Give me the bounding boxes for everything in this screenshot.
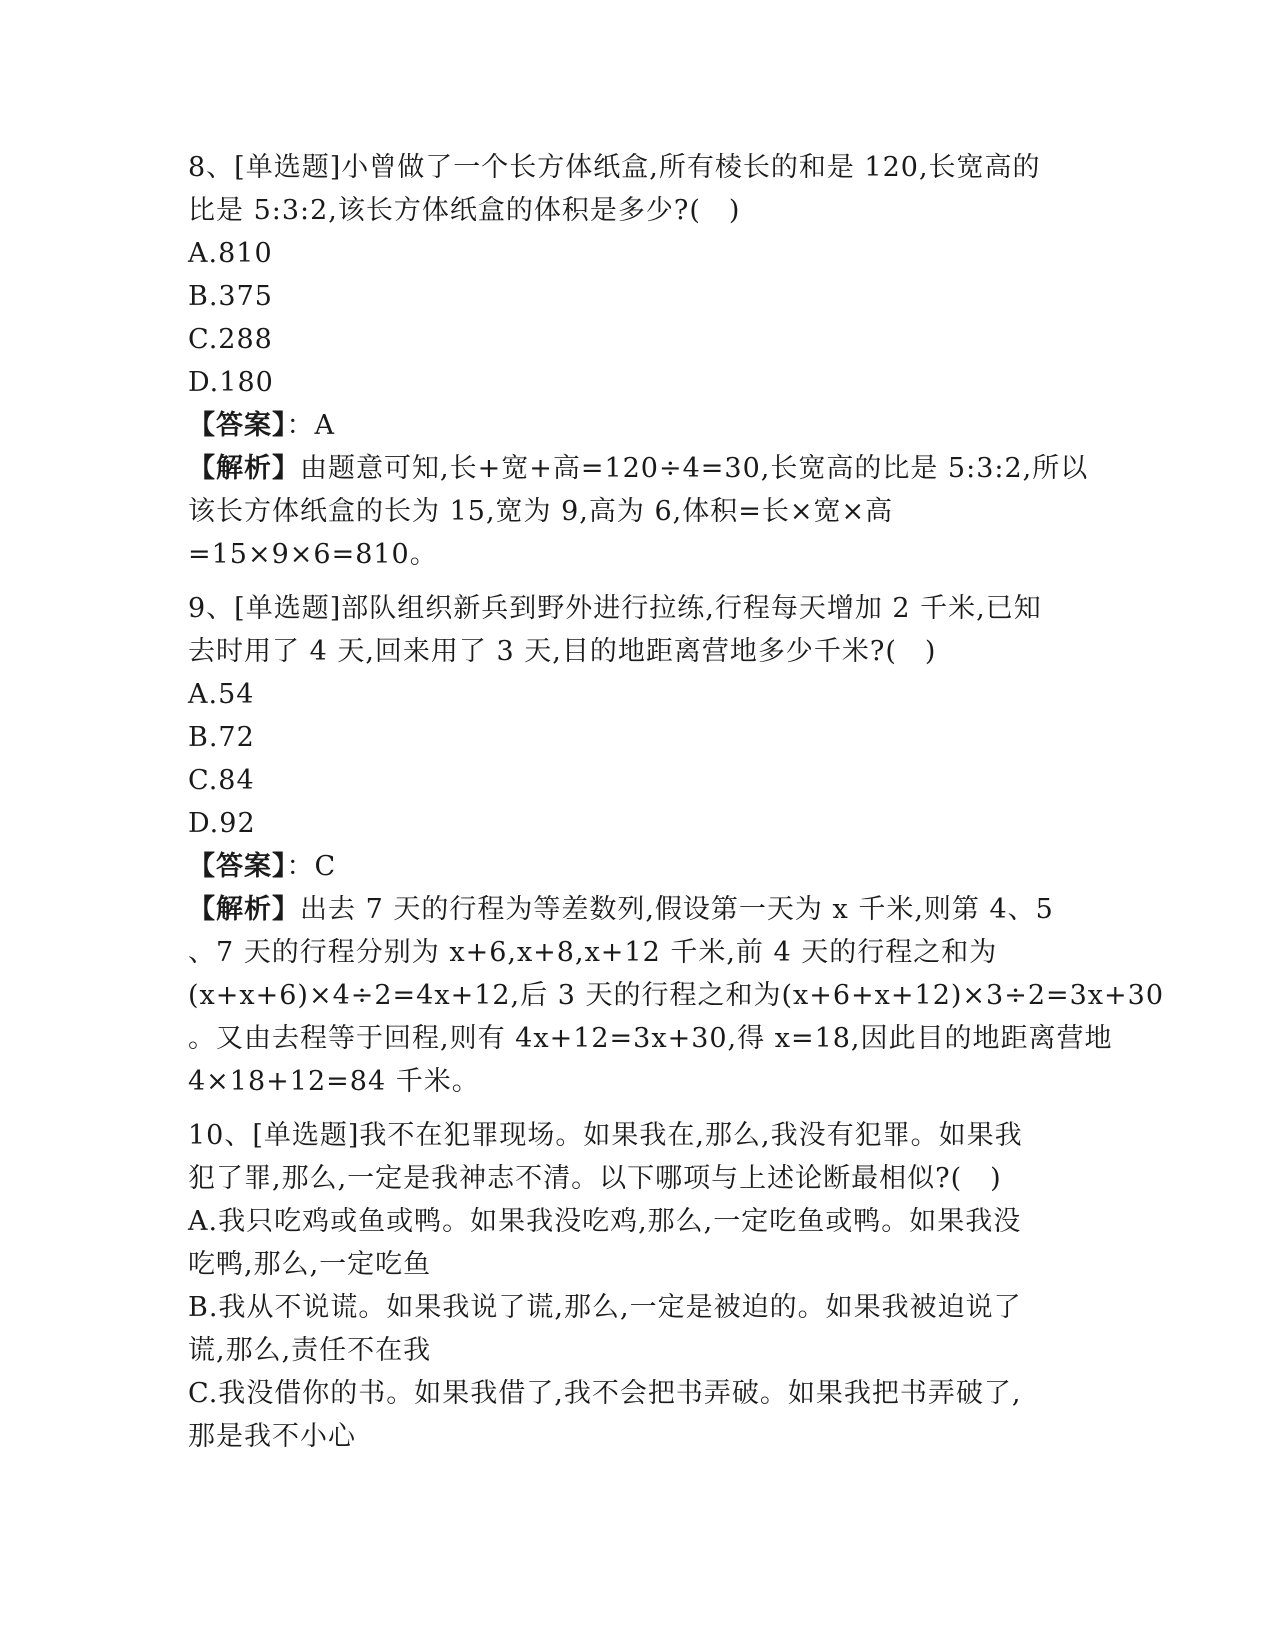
document-page: [188, 146, 1165, 1458]
question-text: 9、[单选题]部队组织新兵到野外进行拉练,行程每天增加 2 千米,已知: [188, 593, 1042, 624]
answer-row: [188, 845, 1088, 888]
analysis-text: 、7 天的行程分别为 x+6,x+8,x+12 千米,前 4 天的行程之和为: [188, 937, 998, 968]
analysis-text: 。又由去程等于回程,则有 4x+12=3x+30,得 x=18,因此目的地距离营地: [188, 1023, 1113, 1054]
option-a: A.810: [188, 238, 273, 269]
analysis-row: [188, 447, 1088, 490]
analysis-text: 该长方体纸盒的长为 15,宽为 9,高为 6,体积=长×宽×高: [188, 496, 894, 527]
question-8: [188, 146, 1088, 576]
analysis-label: 【解析】: [188, 894, 300, 925]
analysis-text: 4×18+12=84 千米。: [188, 1066, 480, 1097]
answer-value: ：A: [286, 410, 335, 441]
option-a-cont: 吃鸭,那么,一定吃鱼: [188, 1249, 432, 1280]
question-text: 8、[单选题]小曾做了一个长方体纸盒,所有棱长的和是 120,长宽高的: [188, 152, 1041, 183]
option-c: C.288: [188, 324, 273, 355]
option-a: A.我只吃鸡或鱼或鸭。如果我没吃鸡,那么,一定吃鱼或鸭。如果我没: [188, 1206, 1022, 1237]
answer-row: [188, 404, 1088, 447]
option-c: C.我没借你的书。如果我借了,我不会把书弄破。如果我把书弄破了,: [188, 1378, 1022, 1409]
option-b-cont: 谎,那么,责任不在我: [188, 1335, 432, 1366]
analysis-label: 【解析】: [188, 453, 300, 484]
analysis-text: 由题意可知,长+宽+高=120÷4=30,长宽高的比是 5:3:2,所以: [300, 453, 1089, 484]
option-c: C.84: [188, 765, 255, 796]
question-text: 去时用了 4 天,回来用了 3 天,目的地距离营地多少千米?( ): [188, 636, 937, 667]
question-text: 犯了罪,那么,一定是我神志不清。以下哪项与上述论断最相似?( ): [188, 1163, 1002, 1194]
answer-value: ：C: [286, 851, 337, 882]
option-b: B.375: [188, 281, 273, 312]
analysis-text: (x+x+6)×4÷2=4x+12,后 3 天的行程之和为(x+6+x+12)×3÷2=3x+30: [188, 980, 1165, 1011]
option-c-cont: 那是我不小心: [188, 1421, 356, 1452]
option-a: A.54: [188, 679, 255, 710]
analysis-row: [188, 888, 1088, 931]
analysis-text: 出去 7 天的行程为等差数列,假设第一天为 x 千米,则第 4、5: [300, 894, 1054, 925]
question-text: 10、[单选题]我不在犯罪现场。如果我在,那么,我没有犯罪。如果我: [188, 1120, 1023, 1151]
answer-label: 【答案】: [188, 851, 287, 882]
analysis-text: =15×9×6=810。: [188, 539, 438, 570]
option-d: D.92: [188, 808, 256, 839]
question-10: [188, 1114, 1088, 1458]
question-9: [188, 587, 1165, 1103]
option-b: B.72: [188, 722, 255, 753]
answer-label: 【答案】: [188, 410, 287, 441]
question-text: 比是 5:3:2,该长方体纸盒的体积是多少?( ): [188, 195, 741, 226]
option-d: D.180: [188, 367, 274, 398]
option-b: B.我从不说谎。如果我说了谎,那么,一定是被迫的。如果我被迫说了: [188, 1292, 1022, 1323]
